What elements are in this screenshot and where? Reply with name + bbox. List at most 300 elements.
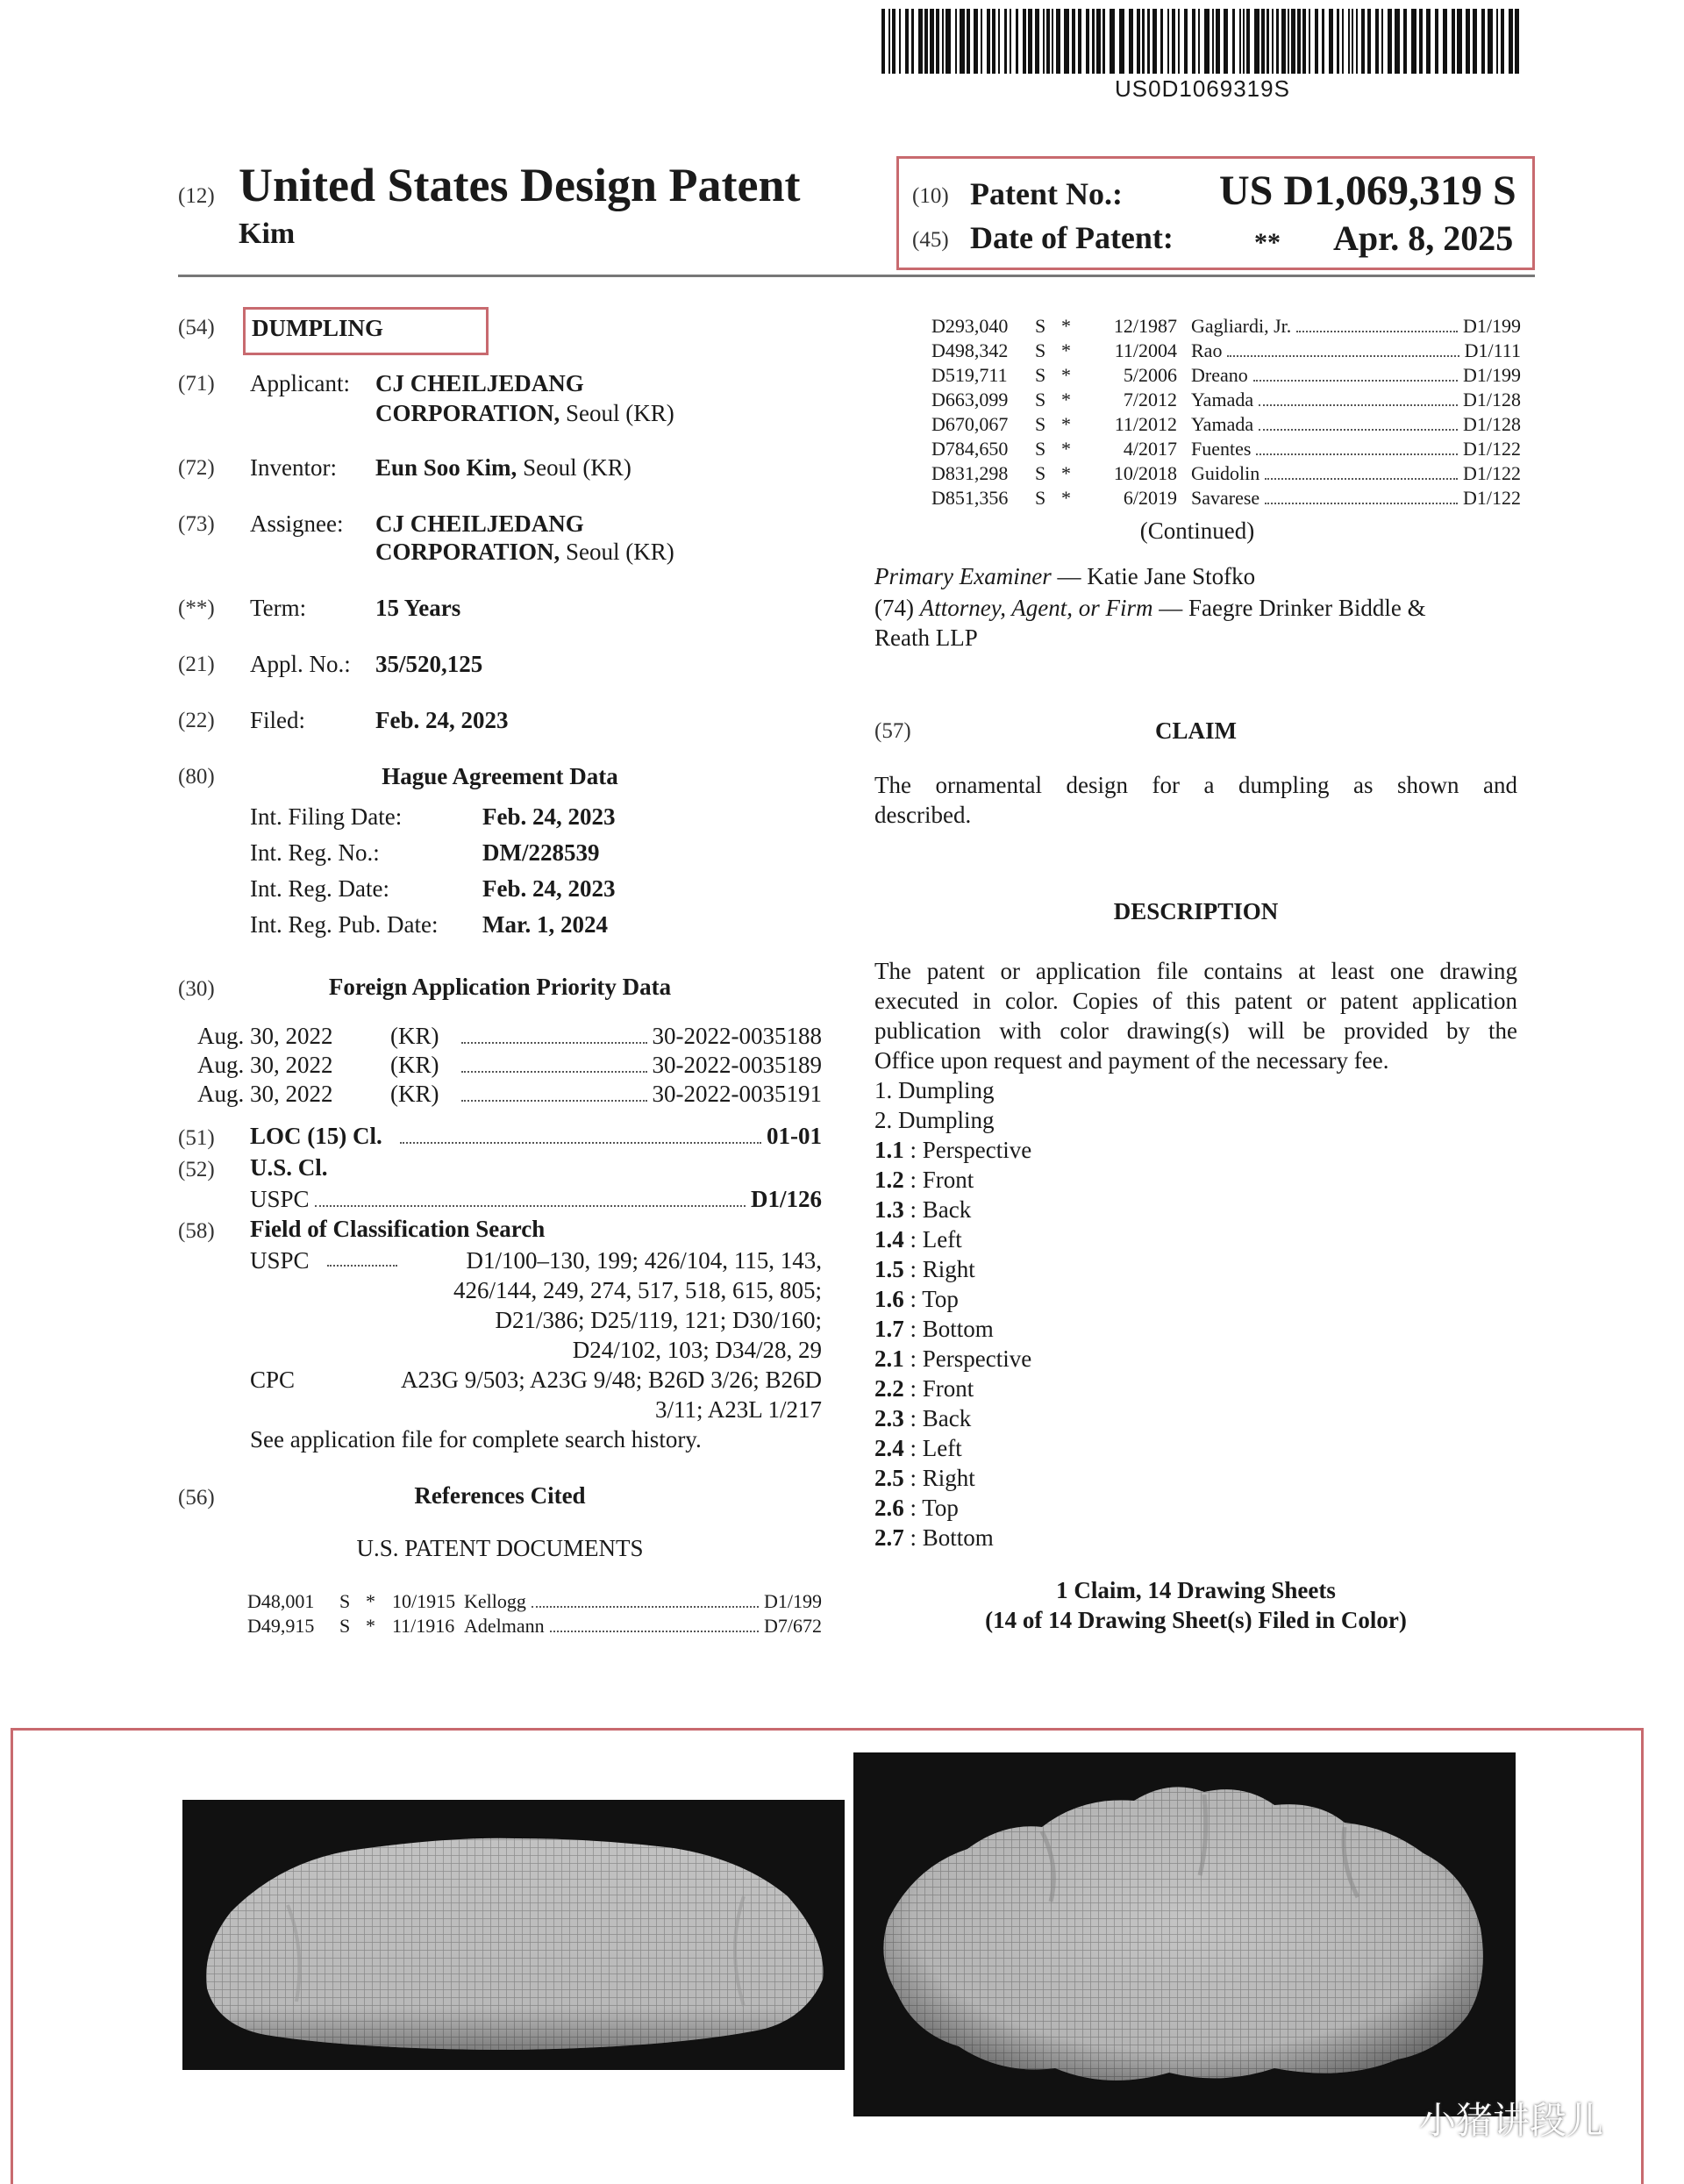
figure-text: : Top [910, 1286, 959, 1312]
header-rule [178, 275, 1535, 277]
reference-row [247, 1614, 822, 1638]
examiner-label: Primary Examiner [874, 563, 1052, 589]
barcode-bar [1267, 9, 1269, 74]
field-uspc-line: D1/100–130, 199; 426/104, 115, 143, [466, 1247, 822, 1274]
patent-no-value: US D1,069,319 S [1219, 168, 1516, 214]
barcode-bar [1515, 9, 1519, 74]
ref-date: 12/1987 [1113, 315, 1177, 337]
foreign-country: (KR) [390, 1081, 439, 1107]
barcode-bar [1172, 9, 1175, 74]
barcode-bar [992, 9, 995, 74]
barcode-bar [1435, 9, 1438, 74]
figure-id: 2.7 [874, 1524, 904, 1551]
barcode-bar [892, 9, 896, 74]
figure-item [874, 1105, 1401, 1135]
filed-label: Filed: [250, 707, 306, 733]
claim-line: The ornamental design for a dumpling as shown and [874, 772, 1517, 798]
assignee-code: (73) [178, 512, 215, 536]
figure-text: : Left [910, 1226, 962, 1253]
applicant-line-2 [375, 398, 674, 428]
uscl-code: (52) [178, 1158, 215, 1181]
ref-kind: S [1035, 389, 1046, 410]
barcode-bar [1043, 9, 1045, 74]
barcode-bar [1246, 9, 1250, 74]
ref-name: Kellogg [464, 1590, 526, 1612]
barcode-bar [960, 9, 965, 74]
ref-kind: S [1035, 438, 1046, 460]
figure-item [874, 1284, 1401, 1314]
barcode-bar [1488, 9, 1493, 74]
left-refs-table [247, 1589, 822, 1638]
hague-title: Hague Agreement Data [382, 763, 618, 789]
applicant-location: Seoul (KR) [566, 400, 674, 426]
claim-title: CLAIM [1155, 717, 1237, 744]
barcode-bar [1254, 9, 1259, 74]
barcode-bar [1160, 9, 1163, 74]
applicant-label: Applicant: [250, 370, 350, 396]
barcode-bar [987, 9, 990, 74]
field-uspc-line: 426/144, 249, 274, 517, 518, 615, 805; [453, 1277, 822, 1303]
barcode-bar [1028, 9, 1032, 74]
uspc-label: USPC [250, 1186, 310, 1212]
uspc-line [250, 1184, 822, 1214]
hague-value: Feb. 24, 2023 [482, 875, 616, 902]
barcode-bar [1342, 9, 1344, 74]
barcode-bar [1426, 9, 1431, 74]
foreign-number: 30-2022-0035188 [652, 1023, 822, 1049]
barcode-bar [888, 9, 890, 74]
uspc-value: D1/126 [751, 1186, 822, 1212]
figure-id: 2.4 [874, 1435, 904, 1461]
figure-item [874, 1165, 1401, 1195]
ref-date: 5/2006 [1123, 364, 1177, 386]
ref-class: D1/111 [1464, 339, 1521, 361]
attorney-label: Attorney, Agent, or Firm [919, 595, 1153, 621]
barcode-bar [1481, 9, 1485, 74]
barcode-bar [936, 9, 939, 74]
barcode-bar [998, 9, 1000, 74]
barcode-bar [1232, 9, 1235, 74]
ref-kind: S [1035, 315, 1046, 337]
barcode-text: US0D1069319S [1115, 75, 1290, 102]
field-cpc-label: CPC [250, 1367, 296, 1393]
barcode-bar [1509, 9, 1513, 74]
examiner-name: — Katie Jane Stofko [1057, 563, 1256, 589]
ref-kind: S [1035, 364, 1046, 386]
barcode-bar [1261, 9, 1265, 74]
refs-subtitle: U.S. PATENT DOCUMENTS [356, 1535, 644, 1561]
ref-star: * [366, 1615, 375, 1637]
sheets-line-2: (14 of 14 Drawing Sheet(s) Filed in Color) [985, 1607, 1407, 1633]
barcode-bar [1337, 9, 1339, 74]
barcode-bar [1086, 9, 1089, 74]
refs-title: References Cited [414, 1482, 586, 1509]
figure-item [874, 1224, 1401, 1254]
barcode-bar [981, 9, 982, 74]
field-title: Field of Classification Search [250, 1216, 546, 1242]
ref-date: 6/2019 [1123, 487, 1177, 509]
dumpling-front-image [182, 1800, 845, 2070]
foreign-table [197, 1021, 822, 1108]
barcode-bar [1035, 9, 1039, 74]
foreign-country: (KR) [390, 1052, 439, 1078]
reference-row [931, 486, 1521, 510]
hague-label: Int. Reg. Date: [250, 875, 389, 902]
barcode-bar [1243, 9, 1245, 74]
ref-class: D1/128 [1463, 389, 1521, 410]
description-line: The patent or application file contains at least one drawing [874, 958, 1517, 984]
foreign-country: (KR) [390, 1023, 439, 1049]
figure-item [874, 1254, 1401, 1284]
barcode-bar [1501, 9, 1504, 74]
filed-code: (22) [178, 709, 215, 732]
ref-kind: S [1035, 339, 1046, 361]
barcode-bar [1276, 9, 1279, 74]
right-refs-table [931, 314, 1521, 510]
figure-item [874, 1135, 1401, 1165]
ref-kind: S [339, 1590, 351, 1612]
kind-code: (12) [178, 184, 215, 208]
ref-kind: S [339, 1615, 351, 1637]
inventor-surname: Kim [239, 218, 296, 250]
barcode-bar [942, 9, 944, 74]
barcode-bar [955, 9, 957, 74]
figure-item [874, 1374, 1401, 1403]
barcode-bar [1224, 9, 1228, 74]
reference-row [247, 1589, 822, 1614]
barcode-bar [1046, 9, 1050, 74]
barcode-bar [1010, 9, 1011, 74]
figure-id: 2.2 [874, 1375, 904, 1402]
barcode-graphic [881, 9, 1523, 74]
figure-item [874, 1493, 1401, 1523]
ref-class: D1/199 [1463, 364, 1521, 386]
barcode-bar [1004, 9, 1007, 74]
reference-row [931, 388, 1521, 412]
attorney-name-1: — Faegre Drinker Biddle & [1159, 595, 1426, 621]
barcode-bar [1216, 9, 1220, 74]
applicant-code: (71) [178, 372, 215, 396]
figure-id: 1.1 [874, 1137, 904, 1163]
barcode-bar [924, 9, 928, 74]
barcode-bar [1052, 9, 1053, 74]
inventor-name: Eun Soo Kim, [375, 454, 517, 481]
ref-star: * [1061, 487, 1071, 509]
term-code: (**) [178, 596, 215, 620]
barcode-bar [1064, 9, 1069, 74]
term-value: 15 Years [375, 595, 461, 621]
figure-item [874, 1523, 1401, 1552]
date-label: Date of Patent: [970, 220, 1174, 255]
figure-item [874, 1344, 1401, 1374]
ref-date: 11/1916 [392, 1615, 455, 1637]
assignee-line-2 [375, 537, 674, 567]
field-cpc-values [325, 1365, 822, 1424]
field-cpc-line: 3/11; A23L 1/217 [654, 1396, 822, 1423]
reference-row [931, 363, 1521, 388]
barcode-bar [1297, 9, 1301, 74]
barcode-bar [1367, 9, 1371, 74]
barcode-bar [1142, 9, 1145, 74]
barcode-bar [1110, 9, 1115, 74]
barcode-bar [1092, 9, 1095, 74]
barcode-bar [899, 9, 901, 74]
barcode-bar [1457, 9, 1462, 74]
barcode-bar [1192, 9, 1195, 74]
dumpling-perspective-image [853, 1752, 1516, 2116]
hague-label: Int. Filing Date: [250, 803, 403, 830]
term-label: Term: [250, 595, 307, 621]
ref-name: Rao [1191, 339, 1223, 361]
ref-number: D293,040 [931, 315, 1009, 337]
barcode-bar [1315, 9, 1318, 74]
hague-row [250, 874, 689, 910]
inventor-line [375, 453, 632, 482]
patent-no-label: Patent No.: [970, 176, 1123, 211]
figure-text: : Top [910, 1495, 959, 1521]
continued-note: (Continued) [1139, 517, 1255, 544]
ref-name: Dreano [1191, 364, 1248, 386]
ref-class: D1/122 [1463, 487, 1521, 509]
foreign-number: 30-2022-0035191 [652, 1081, 822, 1107]
ref-number: D851,356 [931, 487, 1009, 509]
claim-text [874, 770, 1517, 830]
loc-code: (51) [178, 1126, 215, 1150]
barcode-bar [1375, 9, 1379, 74]
barcode-bar [1072, 9, 1075, 74]
barcode-bar [974, 9, 978, 74]
hague-table [250, 802, 689, 946]
ref-date: 11/2012 [1114, 413, 1177, 435]
ref-number: D49,915 [247, 1615, 315, 1637]
figure-text: : Front [910, 1167, 974, 1193]
hague-value: Mar. 1, 2024 [482, 911, 608, 938]
examiner-line [874, 561, 1255, 591]
attorney-line [874, 593, 1426, 623]
ref-number: D663,099 [931, 389, 1009, 410]
barcode-bar [1212, 9, 1214, 74]
reference-row [931, 437, 1521, 461]
figure-text: Dumpling [898, 1107, 995, 1133]
uscl-label: U.S. Cl. [250, 1154, 328, 1181]
figure-id: 1. [874, 1077, 893, 1103]
barcode-bar [881, 9, 885, 74]
barcode-bar [1119, 9, 1124, 74]
applicant-name-2: CORPORATION, [375, 400, 560, 426]
figure-id: 1.7 [874, 1316, 904, 1342]
hague-label: Int. Reg. Pub. Date: [250, 911, 439, 938]
barcode-bar [1096, 9, 1101, 74]
hague-row [250, 838, 689, 874]
barcode-bar [1419, 9, 1423, 74]
reference-row [931, 461, 1521, 486]
ref-star: * [1061, 339, 1071, 361]
barcode-bar [930, 9, 934, 74]
hague-row [250, 910, 689, 946]
barcode-bar [1302, 9, 1306, 74]
figure-item [874, 1403, 1401, 1433]
barcode-bar [1056, 9, 1060, 74]
barcode-bar [1272, 9, 1274, 74]
barcode-bar [1388, 9, 1392, 74]
ref-name: Yamada [1191, 389, 1254, 410]
ref-kind: S [1035, 487, 1046, 509]
barcode-bar [1496, 9, 1498, 74]
reference-row [931, 412, 1521, 437]
barcode-bar [905, 9, 909, 74]
ref-number: D498,342 [931, 339, 1009, 361]
figure-item [874, 1463, 1401, 1493]
dumpling-photo-perspective [853, 1752, 1516, 2116]
foreign-row [197, 1021, 822, 1050]
figure-text: : Bottom [910, 1524, 994, 1551]
barcode-bar [1352, 9, 1353, 74]
reference-row [931, 339, 1521, 363]
foreign-row [197, 1079, 822, 1108]
barcode [881, 9, 1523, 74]
barcode-bar [1356, 9, 1358, 74]
ref-name: Adelmann [464, 1615, 545, 1637]
ref-class: D1/199 [1463, 315, 1521, 337]
inventor-label: Inventor: [250, 454, 337, 481]
figure-id: 2.5 [874, 1465, 904, 1491]
ref-date: 10/1915 [392, 1590, 456, 1612]
figure-id: 1.3 [874, 1196, 904, 1223]
field-cpc-line: A23G 9/503; A23G 9/48; B26D 3/26; B26D [400, 1367, 822, 1393]
assignee-name-1: CJ CHEILJEDANG [375, 510, 584, 537]
claim-code: (57) [874, 719, 911, 743]
ref-name: Fuentes [1191, 438, 1252, 460]
date-marks: ** [1254, 228, 1281, 257]
figure-text: : Back [910, 1405, 972, 1431]
description-text [874, 956, 1517, 1075]
description-title: DESCRIPTION [1113, 898, 1279, 924]
field-note: See application file for complete search history. [250, 1426, 702, 1452]
ref-star: * [1061, 389, 1071, 410]
ref-kind: S [1035, 462, 1046, 484]
hague-row [250, 802, 689, 838]
hague-label: Int. Reg. No.: [250, 839, 380, 866]
ref-class: D7/672 [764, 1615, 822, 1637]
barcode-bar [1443, 9, 1447, 74]
ref-kind: S [1035, 413, 1046, 435]
foreign-code: (30) [178, 977, 215, 1001]
figure-id: 2. [874, 1107, 893, 1133]
assignee-name-2: CORPORATION, [375, 539, 560, 565]
figure-item [874, 1433, 1401, 1463]
appl-code: (21) [178, 653, 215, 676]
dumpling-photo-front [182, 1800, 845, 2070]
figure-text: : Perspective [910, 1137, 1032, 1163]
barcode-bar [1466, 9, 1470, 74]
assignee-label: Assignee: [250, 510, 344, 537]
document-title: United States Design Patent [239, 159, 801, 211]
barcode-bar [1322, 9, 1324, 74]
appl-label: Appl. No.: [250, 651, 351, 677]
figure-text: : Bottom [910, 1316, 994, 1342]
figure-id: 2.6 [874, 1495, 904, 1521]
hague-value: Feb. 24, 2023 [482, 803, 616, 830]
barcode-bar [1395, 9, 1400, 74]
figure-text: : Right [910, 1465, 975, 1491]
barcode-bar [1329, 9, 1333, 74]
figure-id: 2.3 [874, 1405, 904, 1431]
loc-line [250, 1121, 822, 1151]
figure-id: 1.5 [874, 1256, 904, 1282]
ref-date: 10/2018 [1113, 462, 1177, 484]
claim-line: described. [874, 802, 972, 828]
foreign-date: Aug. 30, 2022 [197, 1023, 333, 1049]
figure-list [874, 1075, 1401, 1552]
watermark: 小猪讲段儿 [1419, 2099, 1604, 2142]
barcode-bar [1147, 9, 1150, 74]
barcode-bar [911, 9, 914, 74]
figure-item [874, 1195, 1401, 1224]
foreign-date: Aug. 30, 2022 [197, 1081, 333, 1107]
refs-code: (56) [178, 1486, 215, 1510]
barcode-bar [1137, 9, 1140, 74]
ref-number: D670,067 [931, 413, 1009, 435]
ref-date: 7/2012 [1123, 389, 1177, 410]
figure-text: : Back [910, 1196, 972, 1223]
barcode-bar [1167, 9, 1169, 74]
figure-item [874, 1075, 1401, 1105]
ref-class: D1/122 [1463, 462, 1521, 484]
barcode-bar [1473, 9, 1477, 74]
applicant-name-1: CJ CHEILJEDANG [375, 370, 584, 396]
barcode-bar [918, 9, 923, 74]
description-line: publication with color drawing(s) will be provided by the [874, 1017, 1517, 1044]
loc-label: LOC (15) Cl. [250, 1123, 382, 1149]
barcode-bar [1152, 9, 1157, 74]
description-line: Office upon request and payment of the necessary fee. [874, 1047, 1389, 1074]
ref-name: Guidolin [1191, 462, 1260, 484]
date-code: (45) [912, 228, 949, 252]
figure-text: : Perspective [910, 1345, 1032, 1372]
foreign-date: Aug. 30, 2022 [197, 1052, 333, 1078]
figure-id: 1.4 [874, 1226, 904, 1253]
ref-class: D1/128 [1463, 413, 1521, 435]
figure-text: : Left [910, 1435, 962, 1461]
barcode-bar [1239, 9, 1241, 74]
barcode-bar [1281, 9, 1286, 74]
filed-value: Feb. 24, 2023 [375, 707, 509, 733]
ref-star: * [1061, 315, 1071, 337]
loc-value: 01-01 [767, 1123, 822, 1149]
inventor-code: (72) [178, 456, 215, 480]
barcode-bar [1198, 9, 1200, 74]
barcode-bar [1309, 9, 1310, 74]
barcode-bar [945, 9, 951, 74]
figure-text: : Right [910, 1256, 975, 1282]
field-uspc-label: USPC [250, 1247, 310, 1274]
design-title: DUMPLING [252, 315, 383, 341]
title-code: (54) [178, 316, 215, 339]
barcode-bar [967, 9, 970, 74]
appl-value: 35/520,125 [375, 651, 483, 677]
barcode-bar [1291, 9, 1295, 74]
ref-number: D784,650 [931, 438, 1009, 460]
ref-name: Savarese [1191, 487, 1260, 509]
ref-date: 11/2004 [1114, 339, 1177, 361]
attorney-name-2: Reath LLP [874, 625, 978, 651]
barcode-bar [1129, 9, 1133, 74]
hague-value: DM/228539 [482, 839, 600, 866]
ref-date: 4/2017 [1123, 438, 1177, 460]
ref-class: D1/122 [1463, 438, 1521, 460]
barcode-bar [1381, 9, 1383, 74]
ref-number: D831,298 [931, 462, 1009, 484]
